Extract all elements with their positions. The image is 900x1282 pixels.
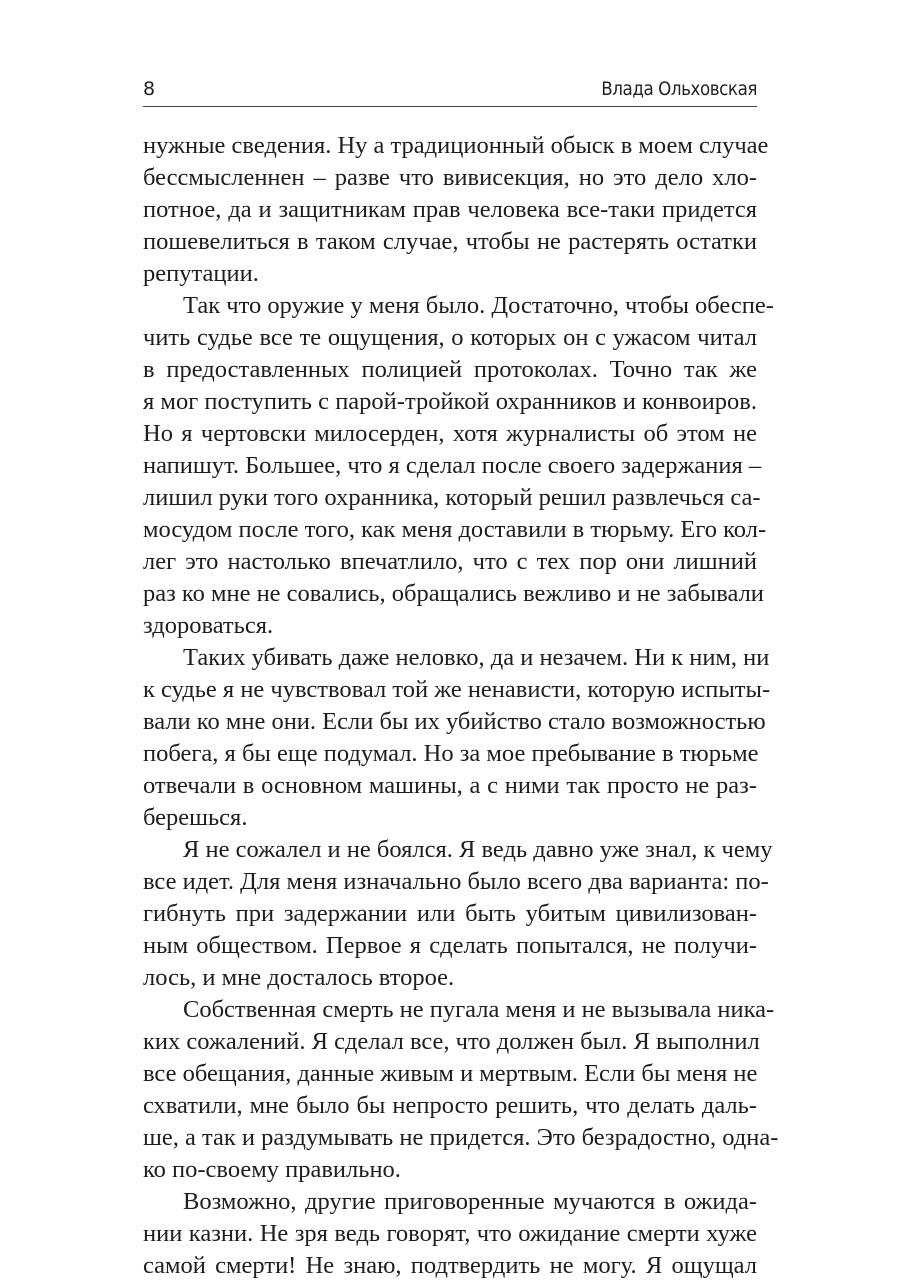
paragraph [143,290,774,642]
text-line: мосудом после того, как меня доставили в тюрьму. Его кол- [143,516,767,543]
text-line: напишут. Большее, что я сделал после своего задержания – [143,452,762,479]
running-header [143,74,757,107]
paragraph [143,1186,757,1282]
text-line: чить судье все те ощущения, о которых он с ужасом читал [143,324,757,351]
running-head-author: Влада Ольховская [601,78,757,100]
text-line: берешься. [143,804,248,831]
text-line: самой смерти! Не знаю, подтвердить не могу. Я ощущал [143,1252,757,1279]
text-line: ше, а так и раздумывать не придется. Это безрадостно, одна- [143,1124,779,1151]
text-line: я мог поступить с парой-тройкой охранников и конвоиров. [143,388,757,415]
text-line: вали ко мне они. Если бы их убийство стало возможностью [143,708,766,735]
text-line: лишил руки того охранника, который решил развлечься са- [143,484,761,511]
text-line: в предоставленных полицией протоколах. Точно так же [143,356,757,383]
text-line: ких сожалений. Я сделал все, что должен был. Я выполнил [143,1028,760,1055]
paragraph [143,994,779,1186]
text-line: Я не сожалел и не боялся. Я ведь давно уже знал, к чему [183,836,773,863]
text-line: ным обществом. Первое я сделать попытался, не получи- [143,932,757,959]
text-line: нии казни. Не зря ведь говорят, что ожидание смерти хуже [143,1220,757,1247]
text-line: нужные сведения. Ну а традиционный обыск в моем случае [143,132,769,159]
paragraph [143,642,771,834]
text-line: к судье я не чувствовал той же ненависти, которую испыты- [143,676,771,703]
text-line: схватили, мне было бы непросто решить, что делать даль- [143,1092,757,1119]
text-line: репутации. [143,260,259,287]
text-line: бессмысленнен – разве что вивисекция, но это дело хло- [143,164,757,191]
text-line: Так что оружие у меня было. Достаточно, чтобы обеспе- [183,292,774,319]
text-line: раз ко мне не совались, обращались вежливо и не забывали [143,580,764,607]
text-line: гибнуть при задержании или быть убитым цивилизован- [143,900,757,927]
text-line: побега, я бы еще подумал. Но за мое пребывание в тюрьме [143,740,759,767]
page-body-text [143,130,779,1282]
paragraph [143,130,769,290]
text-line: ко по-своему правильно. [143,1156,401,1183]
text-line: все идет. Для меня изначально было всего два варианта: по- [143,868,769,895]
text-line: лось, и мне досталось второе. [143,964,455,991]
text-line: Таких убивать даже неловко, да и незачем. Ни к ним, ни [183,644,770,671]
text-line: Возможно, другие приговоренные мучаются в ожида- [183,1188,757,1215]
text-line: здороваться. [143,612,274,639]
text-line: отвечали в основном машины, а с ними так просто не раз- [143,772,757,799]
text-line: Собственная смерть не пугала меня и не вызывала ника- [183,996,775,1023]
text-line: лег это настолько впечатлило, что с тех пор они лишний [143,548,757,575]
text-line: потное, да и защитникам прав человека все-таки придется [143,196,757,223]
text-line: все обещания, данные живым и мертвым. Если бы меня не [143,1060,758,1087]
paragraph [143,834,773,994]
text-line: Но я чертовски милосерден, хотя журналисты об этом не [143,420,757,447]
page-number: 8 [143,78,155,100]
text-line: пошевелиться в таком случае, чтобы не растерять остатки [143,228,757,255]
